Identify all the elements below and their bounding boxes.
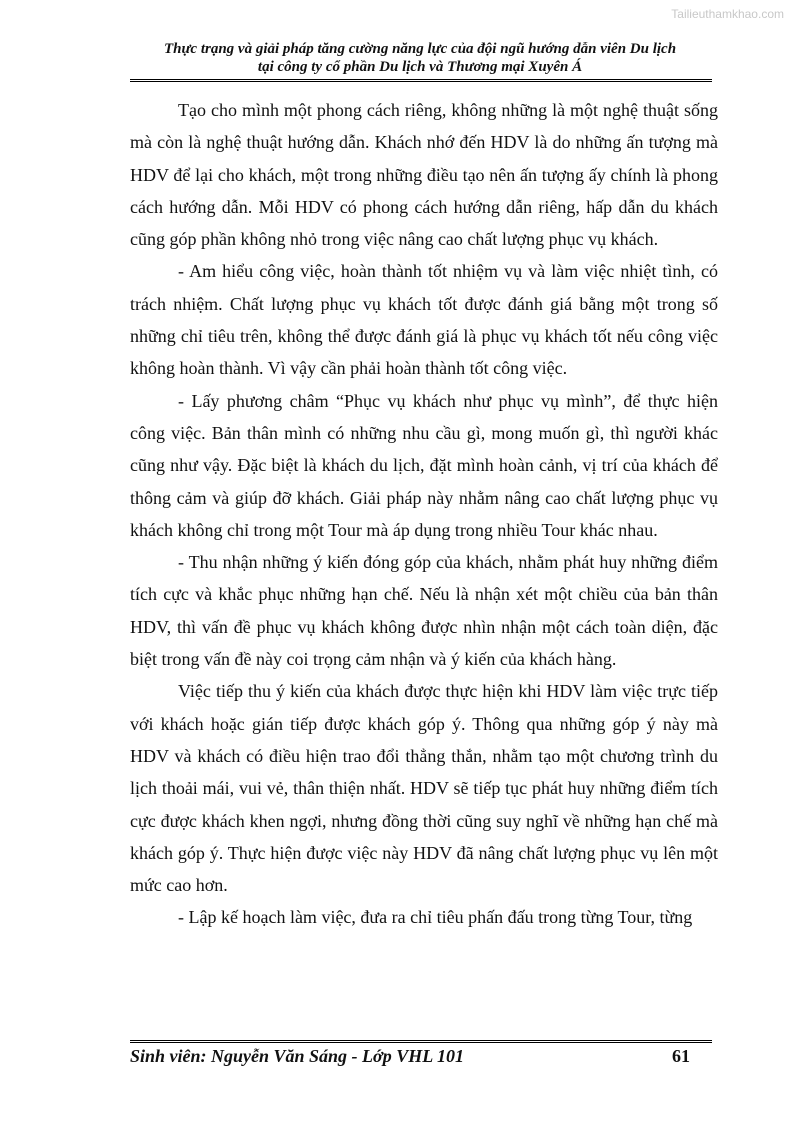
paragraph-6: - Lập kế hoạch làm việc, đưa ra chỉ tiêu phấn đấu trong từng Tour, từng: [178, 907, 693, 928]
watermark: Tailieuthamkhao.com: [671, 7, 784, 21]
header-title-line-2: tại công ty cổ phần Du lịch và Thương mại Xuyên Á: [257, 59, 583, 75]
header-title-line-1: Thực trạng và giải pháp tăng cường năng lực của đội ngũ hướng dẫn viên Du lịch: [163, 41, 677, 57]
paragraph-5: Việc tiếp thu ý kiến của khách được thực hiện khi HDV làm việc trực tiếp với khách hoặc gián tiếp được khách góp ý. Thông qua những góp ý này mà HDV và khách có điều hiện trao đổi thẳng thắn, nhằm tạo một chương trình du lịch thoải mái, vui vẻ, thân thiện nhất. HDV sẽ tiếp tục phát huy những điểm tích cực được khách khen ngợi, nhưng đồng thời cũng suy nghĩ về những hạn chế mà khách góp ý. Thực hiện được việc này HDV đã nâng chất lượng phục vụ lên một mức cao hơn.: [130, 681, 718, 896]
page-number: 61: [672, 1046, 690, 1066]
header-divider: [130, 79, 712, 82]
body-text: [130, 94, 718, 934]
footer-divider: [130, 1040, 712, 1043]
paragraph-1: Tạo cho mình một phong cách riêng, không những là một nghệ thuật sống mà còn là nghệ thuật hướng dẫn. Khách nhớ đến HDV là do những ấn tượng mà HDV để lại cho khách, một trong những điều tạo nên ấn tượng ấy chính là phong cách hướng dẫn. Mỗi HDV có phong cách hướng dẫn riêng, hấp dẫn du khách cũng góp phần không nhỏ trong việc nâng cao chất lượng phục vụ khách.: [130, 100, 718, 250]
footer-author: Sinh viên: Nguyễn Văn Sáng - Lớp VHL 101: [130, 1046, 465, 1066]
paragraph-3: - Lấy phương châm “Phục vụ khách như phục vụ mình”, để thực hiện công việc. Bản thân mình có những nhu cầu gì, mong muốn gì, thì người khác cũng như vậy. Đặc biệt là khách du lịch, đặt mình hoàn cảnh, vị trí của khách để thông cảm và giúp đỡ khách. Giải pháp này nhằm nâng cao chất lượng phục vụ khách không chỉ trong một Tour mà áp dụng trong nhiều Tour khác nhau.: [130, 390, 718, 540]
page-header: [130, 40, 710, 76]
paragraph-2: - Am hiểu công việc, hoàn thành tốt nhiệm vụ và làm việc nhiệt tình, có trách nhiệm. Chất lượng phục vụ khách tốt được đánh giá bằng một trong số những chỉ tiêu trên, không thể được đánh giá là phục vụ khách tốt nếu công việc không hoàn thành. Vì vậy cần phải hoàn thành tốt công việc.: [130, 261, 718, 379]
paragraph-4: - Thu nhận những ý kiến đóng góp của khách, nhằm phát huy những điểm tích cực và khắc phục những hạn chế. Nếu là nhận xét một chiều của bản thân HDV, thì vấn đề phục vụ khách không được nhìn nhận một cách toàn diện, đặc biệt trong vấn đề này coi trọng cảm nhận và ý kiến của khách hàng.: [130, 552, 718, 670]
